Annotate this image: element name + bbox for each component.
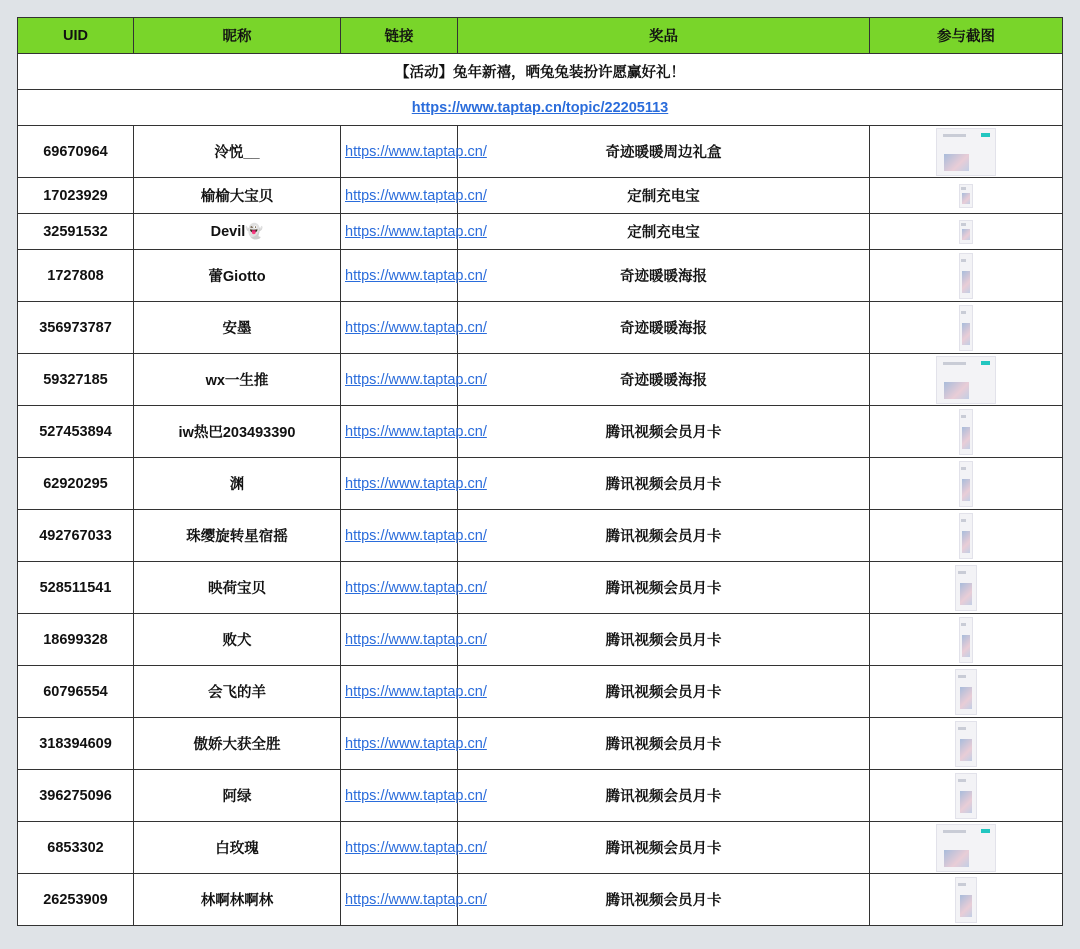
screenshot-thumbnail-image[interactable]: [959, 617, 973, 663]
screenshot-thumbnail-image[interactable]: [959, 220, 973, 244]
prize-cell: 腾讯视频会员月卡: [458, 874, 870, 926]
post-link[interactable]: https://www.taptap.cn/: [345, 223, 487, 240]
nickname-cell: 败犬: [134, 614, 341, 666]
link-cell: [341, 302, 487, 354]
nickname-cell: 渊: [134, 458, 341, 510]
link-cell: [341, 126, 487, 178]
post-link[interactable]: https://www.taptap.cn/: [345, 735, 487, 752]
nickname-cell: 映荷宝贝: [134, 562, 341, 614]
uid-cell: 59327185: [18, 354, 134, 406]
screenshot-cell: [870, 178, 1063, 214]
thumbnail-follow-badge: [981, 133, 990, 137]
screenshot-cell: [870, 874, 1063, 926]
post-link[interactable]: https://www.taptap.cn/: [345, 631, 487, 648]
thumbnail-header-bar: [961, 623, 966, 626]
screenshot-thumbnail-image[interactable]: [959, 253, 973, 299]
prize-cell: 腾讯视频会员月卡: [458, 822, 870, 874]
prize-cell: 腾讯视频会员月卡: [458, 718, 870, 770]
table-row: [18, 874, 1063, 926]
thumbnail-header-bar: [961, 415, 966, 418]
uid-cell: 69670964: [18, 126, 134, 178]
prize-cell: 奇迹暖暖周边礼盒: [458, 126, 870, 178]
thumbnail-header-bar: [958, 675, 966, 678]
prize-cell: 腾讯视频会员月卡: [458, 770, 870, 822]
table-row: [18, 562, 1063, 614]
table-row: [18, 718, 1063, 770]
activity-title: 【活动】兔年新禧，晒兔兔装扮许愿赢好礼！: [18, 54, 1063, 90]
prize-cell: 腾讯视频会员月卡: [458, 510, 870, 562]
link-cell: [341, 562, 487, 614]
thumbnail-header-bar: [961, 223, 966, 226]
table-row: [18, 250, 1063, 302]
uid-cell: 1727808: [18, 250, 134, 302]
link-cell: [341, 614, 487, 666]
header-row: [18, 18, 1063, 54]
screenshot-cell: [870, 562, 1063, 614]
screenshot-cell: [870, 406, 1063, 458]
post-link[interactable]: https://www.taptap.cn/: [345, 187, 487, 204]
winners-sheet: [17, 17, 1062, 926]
screenshot-cell: [870, 510, 1063, 562]
screenshot-cell: [870, 770, 1063, 822]
nickname-cell: 傲娇大获全胜: [134, 718, 341, 770]
header-screenshot: 参与截图: [870, 18, 1063, 54]
screenshot-thumbnail-image[interactable]: [959, 305, 973, 351]
post-link[interactable]: https://www.taptap.cn/: [345, 319, 487, 336]
uid-cell: 60796554: [18, 666, 134, 718]
screenshot-thumbnail-image[interactable]: [936, 356, 996, 404]
link-cell: [341, 510, 487, 562]
screenshot-thumbnail-image[interactable]: [936, 128, 996, 176]
nickname-cell: wx一生推: [134, 354, 341, 406]
table-row: [18, 214, 1063, 250]
nickname-cell: 阿绿: [134, 770, 341, 822]
uid-cell: 396275096: [18, 770, 134, 822]
screenshot-cell: [870, 718, 1063, 770]
screenshot-thumbnail-image[interactable]: [955, 669, 977, 715]
table-row: [18, 302, 1063, 354]
thumbnail-header-bar: [943, 362, 966, 365]
link-cell: [341, 718, 487, 770]
post-link[interactable]: https://www.taptap.cn/: [345, 143, 487, 160]
nickname-cell: 泠悦__: [134, 126, 341, 178]
link-cell: [341, 406, 487, 458]
winners-table: [17, 17, 1063, 926]
post-link[interactable]: https://www.taptap.cn/: [345, 423, 487, 440]
thumbnail-header-bar: [958, 727, 966, 730]
screenshot-thumbnail-image[interactable]: [959, 409, 973, 455]
nickname-cell: 白玫瑰: [134, 822, 341, 874]
activity-title-row: [18, 54, 1063, 90]
uid-cell: 32591532: [18, 214, 134, 250]
post-link[interactable]: https://www.taptap.cn/: [345, 683, 487, 700]
table-row: [18, 178, 1063, 214]
uid-cell: 318394609: [18, 718, 134, 770]
table-row: [18, 614, 1063, 666]
screenshot-cell: [870, 614, 1063, 666]
prize-cell: 腾讯视频会员月卡: [458, 666, 870, 718]
nickname-cell: 会飞的羊: [134, 666, 341, 718]
thumbnail-header-bar: [961, 519, 966, 522]
table-row: [18, 406, 1063, 458]
screenshot-thumbnail-image[interactable]: [959, 461, 973, 507]
nickname-cell: Devil👻: [134, 214, 341, 250]
screenshot-thumbnail-image[interactable]: [955, 721, 977, 767]
link-cell: [341, 770, 487, 822]
table-row: [18, 354, 1063, 406]
table-row: [18, 666, 1063, 718]
thumbnail-header-bar: [943, 830, 966, 833]
link-cell: [341, 214, 487, 250]
thumbnail-header-bar: [961, 259, 966, 262]
nickname-cell: 珠缨旋转星宿摇: [134, 510, 341, 562]
nickname-cell: 蕾Giotto: [134, 250, 341, 302]
screenshot-cell: [870, 126, 1063, 178]
prize-cell: 腾讯视频会员月卡: [458, 614, 870, 666]
nickname-cell: 安墨: [134, 302, 341, 354]
thumbnail-header-bar: [958, 883, 966, 886]
table-row: [18, 770, 1063, 822]
table-row: [18, 458, 1063, 510]
thumbnail-header-bar: [958, 779, 966, 782]
link-cell: [341, 822, 487, 874]
uid-cell: 356973787: [18, 302, 134, 354]
post-link[interactable]: https://www.taptap.cn/: [345, 891, 487, 908]
thumbnail-follow-badge: [981, 361, 990, 365]
link-cell: [341, 354, 487, 406]
nickname-cell: 榆榆大宝贝: [134, 178, 341, 214]
uid-cell: 26253909: [18, 874, 134, 926]
nickname-cell: 林啊林啊林: [134, 874, 341, 926]
activity-url-row: [18, 90, 1063, 126]
uid-cell: 6853302: [18, 822, 134, 874]
screenshot-cell: [870, 214, 1063, 250]
post-link[interactable]: https://www.taptap.cn/: [345, 579, 487, 596]
link-cell: [341, 874, 487, 926]
screenshot-thumbnail-image[interactable]: [959, 184, 973, 208]
thumbnail-follow-badge: [981, 829, 990, 833]
table-row: [18, 510, 1063, 562]
thumbnail-header-bar: [958, 571, 966, 574]
prize-cell: 定制充电宝: [458, 178, 870, 214]
post-link[interactable]: https://www.taptap.cn/: [345, 787, 487, 804]
screenshot-cell: [870, 302, 1063, 354]
post-link[interactable]: https://www.taptap.cn/: [345, 267, 487, 284]
post-link[interactable]: https://www.taptap.cn/: [345, 371, 487, 388]
uid-cell: 528511541: [18, 562, 134, 614]
prize-cell: 奇迹暖暖海报: [458, 302, 870, 354]
uid-cell: 492767033: [18, 510, 134, 562]
uid-cell: 18699328: [18, 614, 134, 666]
uid-cell: 62920295: [18, 458, 134, 510]
uid-cell: 527453894: [18, 406, 134, 458]
link-cell: [341, 250, 487, 302]
screenshot-cell: [870, 250, 1063, 302]
table-row: [18, 126, 1063, 178]
screenshot-cell: [870, 666, 1063, 718]
prize-cell: 腾讯视频会员月卡: [458, 458, 870, 510]
thumbnail-header-bar: [943, 134, 966, 137]
prize-cell: 腾讯视频会员月卡: [458, 562, 870, 614]
uid-cell: 17023929: [18, 178, 134, 214]
screenshot-cell: [870, 822, 1063, 874]
link-cell: [341, 458, 487, 510]
header-prize: 奖品: [458, 18, 870, 54]
link-cell: [341, 666, 487, 718]
prize-cell: 奇迹暖暖海报: [458, 354, 870, 406]
screenshot-thumbnail-image[interactable]: [955, 877, 977, 923]
prize-cell: 奇迹暖暖海报: [458, 250, 870, 302]
screenshot-cell: [870, 458, 1063, 510]
screenshot-thumbnail-image[interactable]: [936, 824, 996, 872]
prize-cell: 定制充电宝: [458, 214, 870, 250]
thumbnail-header-bar: [961, 311, 966, 314]
table-row: [18, 822, 1063, 874]
prize-cell: 腾讯视频会员月卡: [458, 406, 870, 458]
nickname-cell: iw热巴203493390: [134, 406, 341, 458]
header-uid: UID: [18, 18, 134, 54]
activity-url-link[interactable]: https://www.taptap.cn/topic/22205113: [411, 99, 669, 116]
screenshot-thumbnail-image[interactable]: [955, 565, 977, 611]
screenshot-cell: [870, 354, 1063, 406]
thumbnail-header-bar: [961, 187, 966, 190]
screenshot-thumbnail-image[interactable]: [959, 513, 973, 559]
header-nickname: 昵称: [134, 18, 341, 54]
post-link[interactable]: https://www.taptap.cn/: [345, 475, 487, 492]
screenshot-thumbnail-image[interactable]: [955, 773, 977, 819]
post-link[interactable]: https://www.taptap.cn/: [345, 839, 487, 856]
thumbnail-header-bar: [961, 467, 966, 470]
post-link[interactable]: https://www.taptap.cn/: [345, 527, 487, 544]
link-cell: [341, 178, 487, 214]
header-link: 链接: [341, 18, 458, 54]
